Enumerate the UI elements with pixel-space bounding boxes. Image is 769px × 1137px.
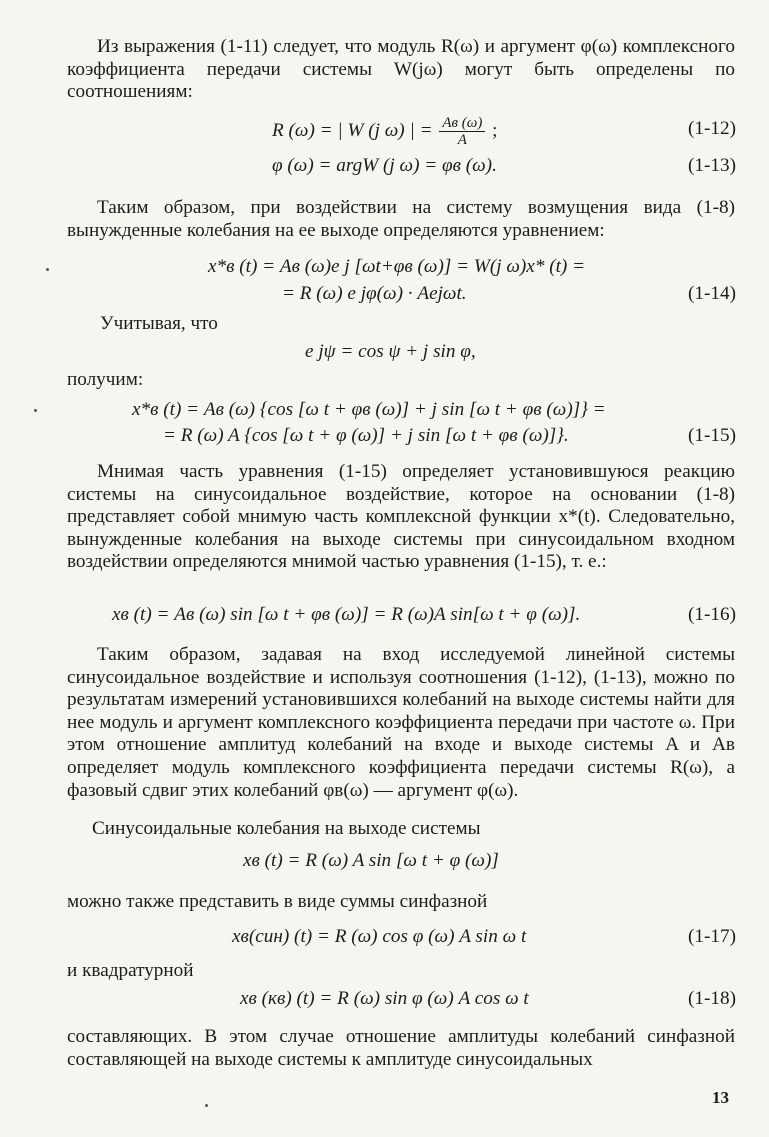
equation-output-signal: xв (t) = R (ω) A sin [ω t + φ (ω)] — [243, 850, 499, 871]
paragraph-5: Мнимая часть уравнения (1-15) определяет установившуюся реакцию системы на синусоидальное воздействие, которое на основании (1-8) представляет собой мнимую часть комплексной функции x*(t). Следовательно, вынужденные колебания на выходе системы при синусоидальном входном воздействии определяются мнимой частью уравнения (1-15), т. е.: — [67, 461, 735, 573]
equation-number-1-18: (1-18) — [688, 988, 736, 1009]
print-speck — [205, 1104, 208, 1107]
equation-number-1-14: (1-14) — [688, 283, 736, 304]
paragraph-6: Таким образом, задавая на вход исследуемой линейной системы синусоидальное воздействие и используя соотношения (1-12), (1-13), можно по результатам измерений установившихся колебаний на выходе системы найти для нее модуль и аргумент комплексного коэффициента передачи при частоте ω. При этом отношение амплитуд колебаний на входе и выходе системы A и Aв определяет модуль комплексного коэффициента передачи системы R(ω), а фазовый сдвиг этих колебаний φв(ω) — аргумент φ(ω). — [67, 644, 735, 801]
equation-1-12-tail: ; — [492, 119, 498, 141]
paragraph-2: Таким образом, при воздействии на систему возмущения вида (1-8) вынужденные колебания на ее выходе определяются уравнением: — [67, 197, 735, 241]
equation-1-18: xв (кв) (t) = R (ω) sin φ (ω) A cos ω t — [240, 988, 529, 1009]
equation-1-14-line2: = R (ω) e jφ(ω) · Aejωt. — [282, 283, 467, 304]
equation-number-1-17: (1-17) — [688, 926, 736, 947]
equation-1-12 — [272, 115, 497, 148]
page-number: 13 — [712, 1088, 729, 1107]
paragraph-3: Учитывая, что — [100, 313, 218, 334]
paragraph-4: получим: — [67, 369, 144, 390]
paragraph-7: Синусоидальные колебания на выходе системы — [92, 818, 481, 839]
equation-number-1-16: (1-16) — [688, 604, 736, 625]
print-speck — [34, 409, 37, 412]
paragraph-9: и квадратурной — [67, 960, 194, 981]
equation-1-14-line1: x*в (t) = Aв (ω)e j [ωt+φв (ω)] = W(j ω)x* (t) = — [208, 256, 586, 277]
fraction-numerator: Aв (ω) — [439, 115, 485, 132]
fraction-1-12 — [439, 115, 485, 148]
equation-1-12-lhs: R (ω) = | W (j ω) | = — [272, 119, 433, 141]
equation-number-1-13: (1-13) — [688, 155, 736, 176]
paragraph-8: можно также представить в виде суммы синфазной — [67, 891, 488, 912]
paragraph-10: составляющих. В этом случае отношение амплитуды колебаний синфазной составляющей на выходе системы к амплитуде синусоидальных — [67, 1026, 735, 1070]
paragraph-1: Из выражения (1-11) следует, что модуль R(ω) и аргумент φ(ω) комплексного коэффициента передачи системы W(jω) могут быть определены по соотношениям: — [67, 36, 735, 103]
equation-euler: e jψ = cos ψ + j sin φ, — [305, 341, 476, 362]
equation-number-1-12: (1-12) — [688, 118, 736, 139]
equation-1-16: xв (t) = Aв (ω) sin [ω t + φв (ω)] = R (ω)A sin[ω t + φ (ω)]. — [112, 604, 581, 625]
equation-1-13: φ (ω) = argW (j ω) = φв (ω). — [272, 155, 497, 176]
equation-number-1-15: (1-15) — [688, 425, 736, 446]
equation-1-15-line2: = R (ω) A {cos [ω t + φ (ω)] + j sin [ω t + φв (ω)]}. — [163, 425, 569, 446]
fraction-denominator: A — [457, 132, 467, 148]
equation-1-15-line1: x*в (t) = Aв (ω) {cos [ω t + φв (ω)] + j sin [ω t + φв (ω)]} = — [132, 399, 606, 420]
equation-1-17: xв(син) (t) = R (ω) cos φ (ω) A sin ω t — [232, 926, 527, 947]
print-speck — [46, 268, 49, 271]
